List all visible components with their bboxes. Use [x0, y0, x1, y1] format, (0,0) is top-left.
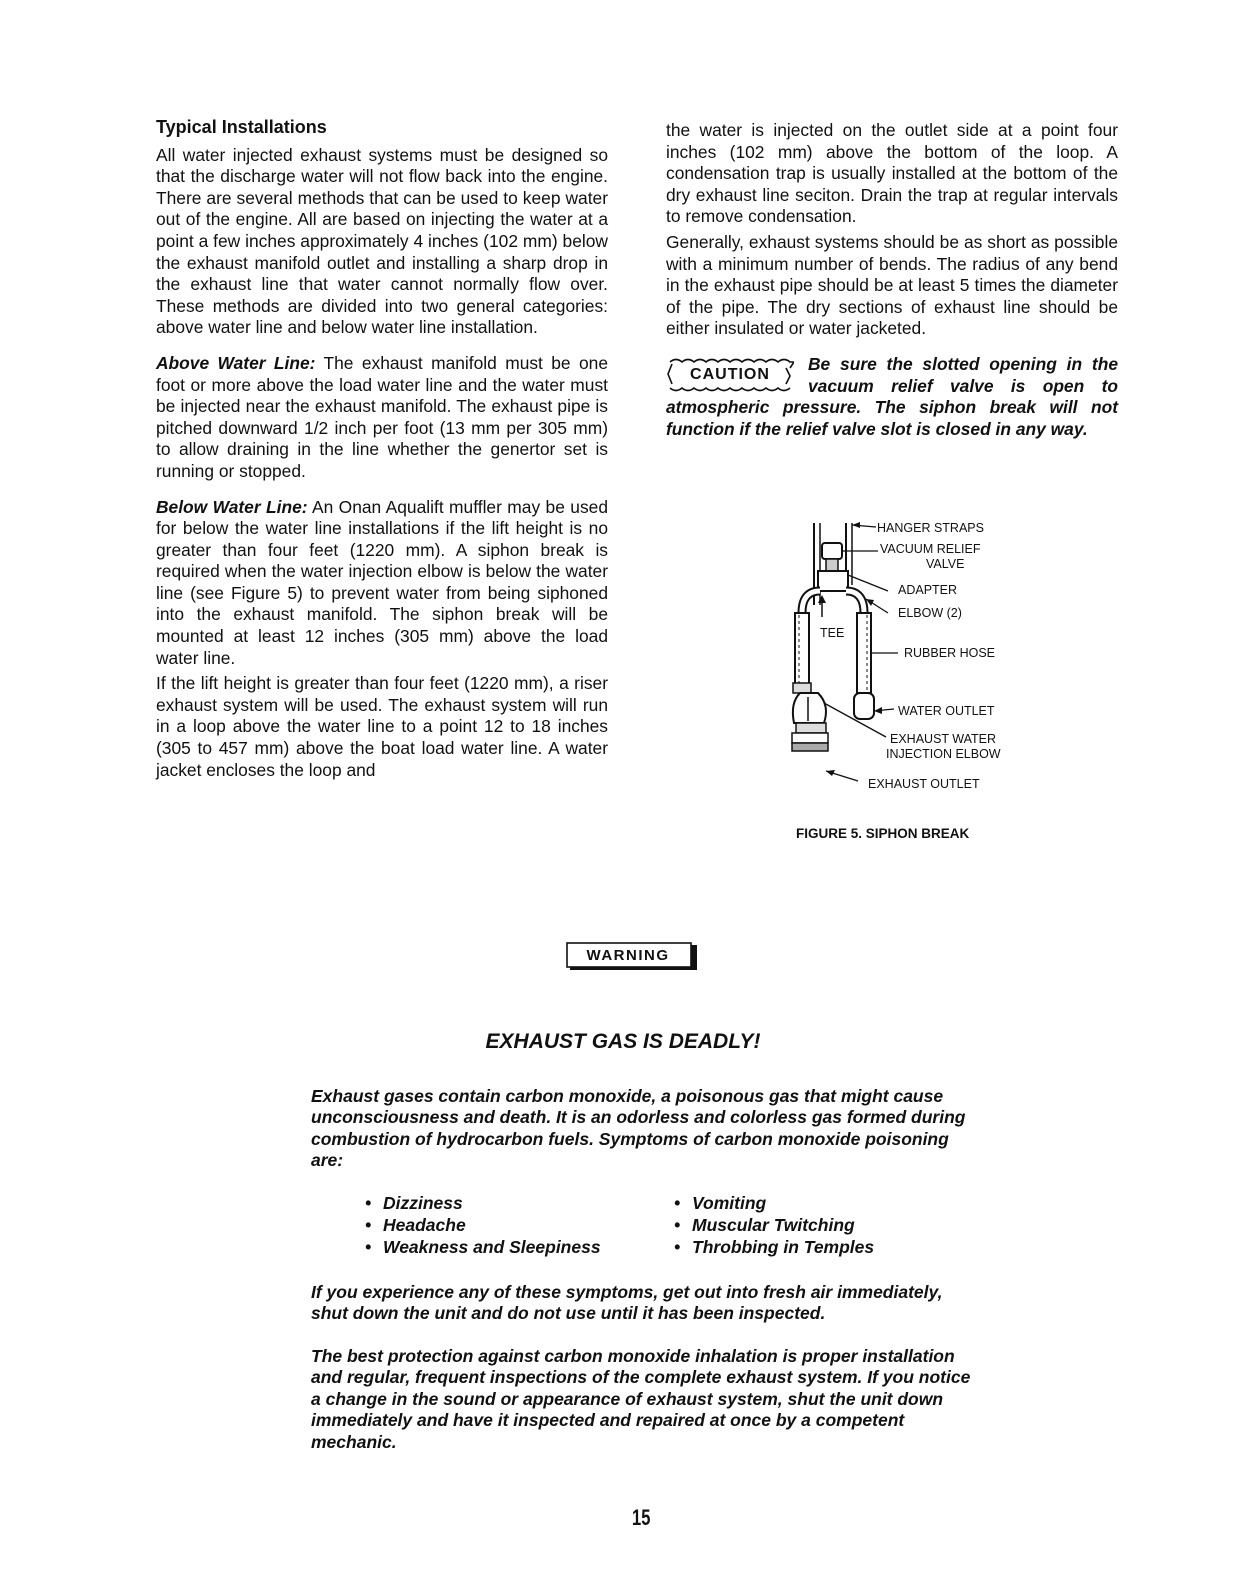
- intro-paragraph: All water injected exhaust systems must be designed so that the discharge water will not flow back into the engine. There are several methods that can be used to keep water out of the engine. All are based on injecting the water at a point a few inches approximately 4 inches (102 mm) below the exhaust manifold outlet and installing a sharp drop in the exhaust line that water cannot normally flow over. These methods are divided into two general categories: above water line and below water line installation.: [156, 144, 608, 338]
- below-water-line-paragraph: [156, 497, 608, 670]
- symptom-item: • Vomiting: [674, 1193, 767, 1213]
- continuation-paragraph: the water is injected on the outlet side at a point four inches (102 mm) above the bottom of the loop. A condensation trap is usually installed at the bottom of the dry exhaust line seciton. Drain the trap at regular intervals to remove condensation.: [666, 120, 1118, 227]
- label-vacuum-relief-valve: VACUUM RELIEF: [880, 542, 981, 556]
- label-rubber-hose: RUBBER HOSE: [904, 646, 995, 660]
- below-water-line-text: An Onan Aqualift muffler may be used for below the water line installations if the lift height is no greater than four feet (1220 mm). A siphon break is required when the water injection elbow is below the water line (see Figure 5) to prevent water from being siphoned into the exhaust manifold. The siphon break will be mounted at least 12 inches (305 mm) above the load water line.: [156, 496, 608, 668]
- symptom-item: • Dizziness: [365, 1193, 463, 1213]
- warning-intro: Exhaust gases contain carbon monoxide, a poisonous gas that might cause unconsciousness and death. It is an odorless and colorless gas formed during combustion of hydrocarbon fuels. Symptoms of carbon monoxide poisoning are:: [311, 1086, 966, 1171]
- caution-badge: [666, 356, 794, 394]
- symptom-item: • Muscular Twitching: [674, 1215, 855, 1235]
- symptom-column-right: [674, 1192, 974, 1258]
- label-tee: TEE: [820, 626, 845, 640]
- label-exhaust-water: EXHAUST WATER: [890, 732, 997, 746]
- below-water-line-lead: Below Water Line:: [156, 496, 308, 517]
- warning-title: EXHAUST GAS IS DEADLY!: [485, 1030, 761, 1053]
- label-elbow: ELBOW (2): [898, 606, 962, 620]
- label-water-outlet: WATER OUTLET: [898, 704, 995, 718]
- caution-label: CAUTION: [690, 365, 770, 383]
- above-water-line-paragraph: [156, 353, 608, 483]
- label-hanger-straps: HANGER STRAPS: [877, 521, 984, 535]
- left-column: [156, 117, 608, 781]
- symptom-item: • Headache: [365, 1215, 466, 1235]
- warning-protection: The best protection against carbon monoxide inhalation is proper installation and regular, frequent inspections of the complete exhaust system. If you notice a change in the sound or appearance of exhaust system, shut the unit down immediately and have it inspected and repaired at once by a competent mechanic.: [311, 1346, 971, 1452]
- caution-block: [666, 354, 1118, 440]
- warning-label: WARNING: [586, 947, 670, 964]
- symptom-column-left: [365, 1192, 665, 1258]
- right-column: [666, 120, 1118, 440]
- siphon-break-figure: [780, 515, 1040, 805]
- siphon-break-diagram: [780, 515, 1040, 805]
- above-water-line-text: The exhaust manifold must be one foot or more above the load water line and the water must be injected near the exhaust manifold. The exhaust pipe is pitched downward 1/2 inch per foot (13 mm per 305 mm) to allow draining in the line whether the genertor set is running or stopped.: [156, 352, 608, 481]
- section-heading: Typical Installations: [156, 117, 327, 137]
- figure-caption: FIGURE 5. SIPHON BREAK: [796, 826, 970, 841]
- caution-text: Be sure the slotted opening in the vacuum relief valve is open to atmospheric pressure. The siphon break will not function if the relief valve slot is closed in any way.: [666, 353, 1118, 439]
- symptom-item: • Throbbing in Temples: [674, 1237, 875, 1257]
- symptom-item: • Weakness and Sleepiness: [365, 1237, 601, 1257]
- label-vacuum-relief-valve-2: VALVE: [926, 557, 965, 571]
- label-adapter: ADAPTER: [898, 583, 958, 597]
- warning-advice: If you experience any of these symptoms, get out into fresh air immediately, shut down the unit and do not use until it has been inspected.: [311, 1282, 943, 1324]
- lift-height-paragraph: If the lift height is greater than four feet (1220 mm), a riser exhaust system will be used. The exhaust system will run in a loop above the water line to a point 12 to 18 inches (305 to 457 mm) above the boat load water line. A water jacket encloses the loop and: [156, 673, 608, 780]
- label-exhaust-outlet: EXHAUST OUTLET: [868, 777, 980, 791]
- general-paragraph: Generally, exhaust systems should be as short as possible with a minimum number of bends. The radius of any bend in the exhaust pipe should be at least 5 times the diameter of the pipe. The dry sections of exhaust line should be either insulated or water jacketed.: [666, 231, 1118, 339]
- above-water-line-lead: Above Water Line:: [156, 352, 316, 373]
- label-injection-elbow: INJECTION ELBOW: [886, 747, 1001, 761]
- page-number: 15: [632, 1505, 651, 1530]
